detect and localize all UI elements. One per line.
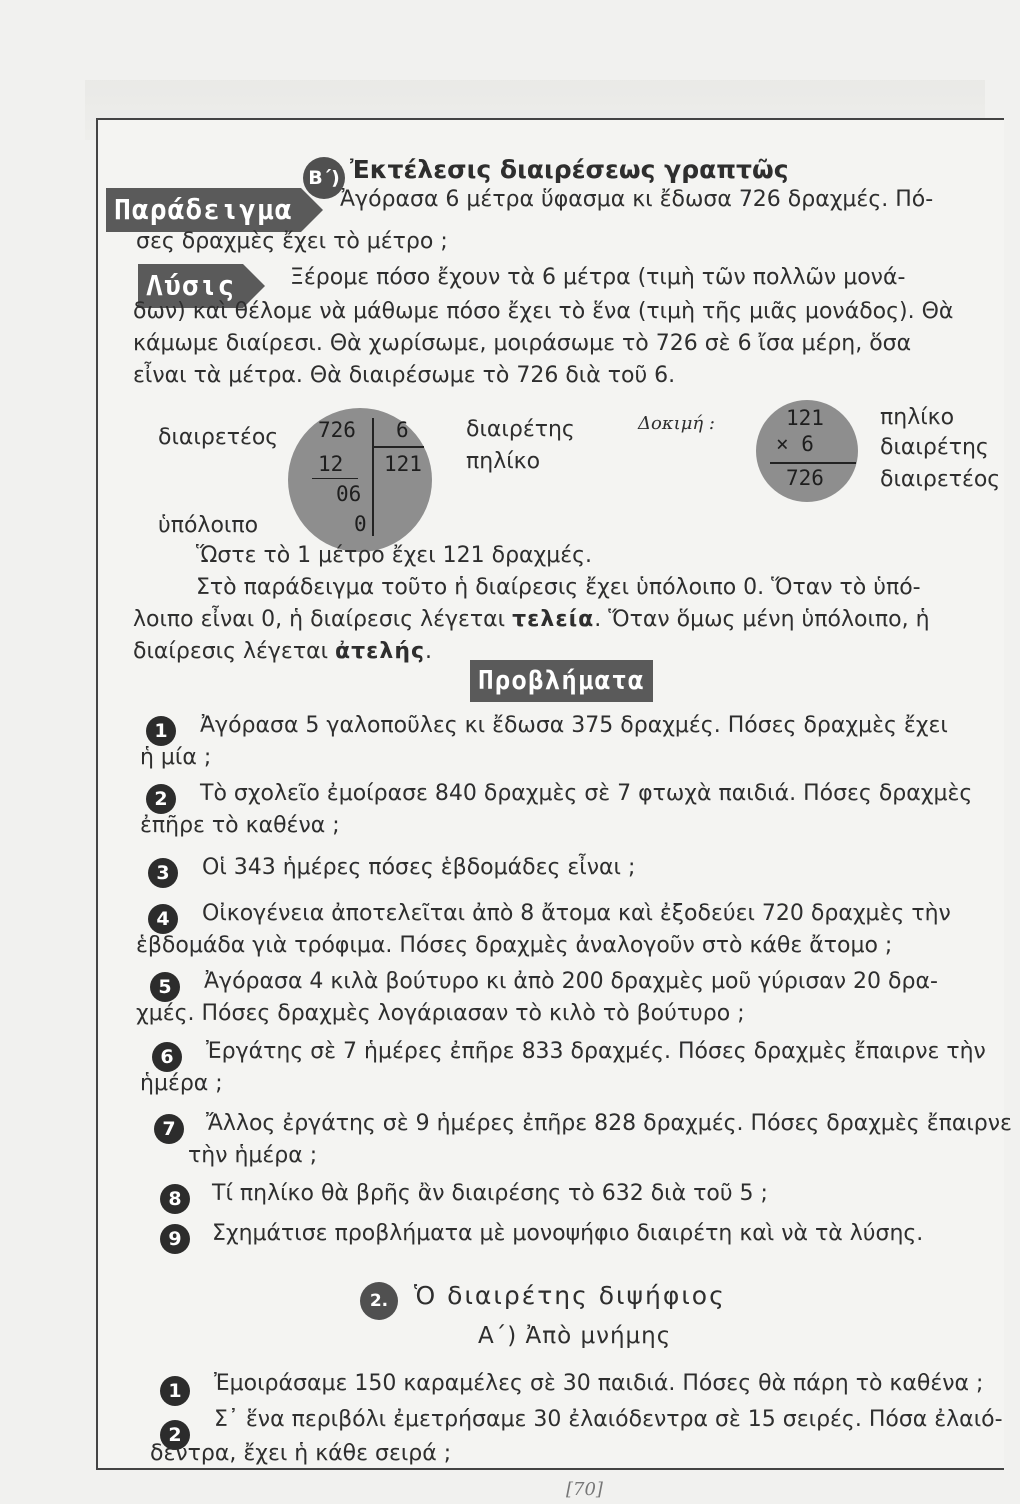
section-2-badge: 2. [360,1282,398,1320]
problem-5-line-2: χμές. Πόσες δραχμὲς λογάριασαν τὸ κιλὸ τὸ βούτυρο ; [136,1001,745,1026]
conclusion-line-3-rest: . Ὅταν ὅμως μένη ὑπόλοιπο, ἡ [594,607,930,632]
division-step-underline [312,478,358,479]
problem-1-number: 1 [146,716,176,746]
problem-6-number: 6 [152,1042,182,1072]
term-incomplete: ἀτελής [335,639,426,664]
problems-label: Προβλήματα [470,660,653,702]
page-number: [70] [566,1479,603,1500]
problem-4-number: 4 [148,904,178,934]
memory-2-number: 2 [160,1420,190,1450]
problem-8-number: 8 [160,1184,190,1214]
problem-5-number: 5 [150,972,180,1002]
problem-7-line-1: Ἄλλος ἐργάτης σὲ 9 ἡμέρες ἐπῆρε 828 δραχμές. Πόσες δραχμὲς ἔπαιρνε [206,1111,1012,1136]
problem-2-line-1: Τὸ σχολεῖο ἐμοίρασε 840 δραχμὲς σὲ 7 φτωχὰ παιδιά. Πόσες δραχμὲς [200,781,973,806]
division-dividend: 726 [318,418,356,442]
conclusion-line-2: Στὸ παράδειγμα τοῦτο ἡ διαίρεσις ἔχει ὑπόλοιπο 0. Ὅταν τὸ ὑπό- [196,575,921,600]
example-label: Παράδειγμα [106,188,301,232]
solution-line-3: κάμωμε διαίρεσι. Θὰ χωρίσωμε, μοιράσωμε τὸ 726 σὲ 6 ἴσα μέρη, ὅσα [133,331,912,356]
check-product-line [770,462,856,464]
conclusion-line-4-text: διαίρεσις λέγεται [133,639,336,664]
remainder-label: ὑπόλοιπο [158,513,259,538]
divisor-label: διαιρέτης [466,417,575,442]
section-2-title: Ὁ διαιρέτης διψήφιος [414,1281,726,1310]
conclusion-line-4 [133,638,432,666]
check-quotient-label: πηλίκο [880,405,955,430]
quotient-label: πηλίκο [466,449,541,474]
problem-1-line-1: Ἀγόρασα 5 γαλοποῦλες κι ἔδωσα 375 δραχμές. Πόσες δραχμὲς ἔχει [200,713,948,738]
solution-label: Λύσις [138,264,243,308]
section-b-badge: Β΄) [303,157,345,199]
division-horizontal-line [372,446,424,448]
section-2-subtitle: Α΄) Ἀπὸ μνήμης [478,1323,672,1349]
problem-1-line-2: ἡ μία ; [140,745,212,770]
memory-1-number: 1 [160,1376,190,1406]
problem-6-line-2: ἡμέρα ; [140,1071,223,1096]
problem-4-line-1: Οἰκογένεια ἀποτελεῖται ἀπὸ 8 ἄτομα καὶ ἐξοδεύει 720 δραχμὲς τὴν [202,901,951,926]
problem-7-number: 7 [154,1114,184,1144]
section-b-title: Ἐκτέλεσις διαιρέσεως γραπτῶς [350,155,789,184]
example-line-2: σες δραχμὲς ἔχει τὸ μέτρο ; [136,229,448,254]
problem-9-number: 9 [160,1224,190,1254]
problem-5-line-1: Ἀγόρασα 4 κιλὰ βούτυρο κι ἀπὸ 200 δραχμὲς μοῦ γύρισαν 20 δρα- [204,969,938,994]
solution-line-2: δων) καὶ θέλομε νὰ μάθωμε πόσο ἔχει τὸ ἕνα (τιμὴ τῆς μιᾶς μονάδος). Θὰ [133,299,954,324]
check-product: 726 [786,466,824,490]
problem-3-number: 3 [148,858,178,888]
solution-line-4: εἶναι τὰ μέτρα. Θὰ διαιρέσωμε τὸ 726 διὰ τοῦ 6. [133,363,676,388]
example-line-1: Ἀγόρασα 6 μέτρα ὕφασμα κι ἔδωσα 726 δραχμές. Πό- [340,187,934,212]
division-vertical-line [372,418,374,536]
division-quotient: 121 [384,452,422,476]
problem-4-line-2: ἑβδομάδα γιὰ τρόφιμα. Πόσες δραχμὲς ἀναλογοῦν στὸ κάθε ἄτομο ; [136,933,893,958]
check-label: Δοκιμή : [638,413,715,434]
check-dividend-label: διαιρετέος [880,467,1001,492]
problem-3-line-1: Οἱ 343 ἡμέρες πόσες ἑβδομάδες εἶναι ; [202,855,636,880]
problem-9-line-1: Σχημάτισε προβλήματα μὲ μονοψήφιο διαιρέτη καὶ νὰ τὰ λύσης. [212,1221,924,1246]
problem-2-number: 2 [146,784,176,814]
check-factor-1: 121 [786,406,824,430]
check-divisor-label: διαιρέτης [880,435,989,460]
division-step-1: 12 [318,452,344,476]
problem-8-line-1: Τί πηλίκο θὰ βρῆς ἂν διαιρέσης τὸ 632 διὰ τοῦ 5 ; [212,1181,768,1206]
check-factor-2: × 6 [776,432,814,456]
solution-line-1: Ξέρομε πόσο ἔχουν τὰ 6 μέτρα (τιμὴ τῶν πολλῶν μονά- [290,265,906,290]
memory-2-line-2: δεντρα, ἔχει ἡ κάθε σειρά ; [150,1441,452,1466]
division-remainder: 0 [354,512,367,536]
dividend-label: διαιρετέος [158,425,279,450]
problem-6-line-1: Ἐργάτης σὲ 7 ἡμέρες ἐπῆρε 833 δραχμές. Πόσες δραχμὲς ἔπαιρνε τὴν [206,1039,986,1064]
conclusion-line-1: Ὥστε τὸ 1 μέτρο ἔχει 121 δραχμές. [196,543,593,568]
term-complete: τελεία [512,607,595,632]
division-step-2: 06 [336,482,362,506]
conclusion-line-3 [133,606,930,634]
problem-7-line-2: τὴν ἡμέρα ; [188,1143,318,1168]
memory-1-line-1: Ἐμοιράσαμε 150 καραμέλες σὲ 30 παιδιά. Πόσες θὰ πάρη τὸ καθένα ; [214,1371,984,1396]
division-divisor: 6 [396,418,409,442]
conclusion-line-4-rest: . [425,639,433,664]
conclusion-line-3-text: λοιπο εἶναι 0, ἡ διαίρεσις λέγεται [133,607,513,632]
memory-2-line-1: Σ᾽ ἕνα περιβόλι ἐμετρήσαμε 30 ἐλαιόδεντρα σὲ 15 σειρές. Πόσα ἐλαιό- [214,1407,1003,1432]
problem-2-line-2: ἐπῆρε τὸ καθένα ; [140,813,340,838]
